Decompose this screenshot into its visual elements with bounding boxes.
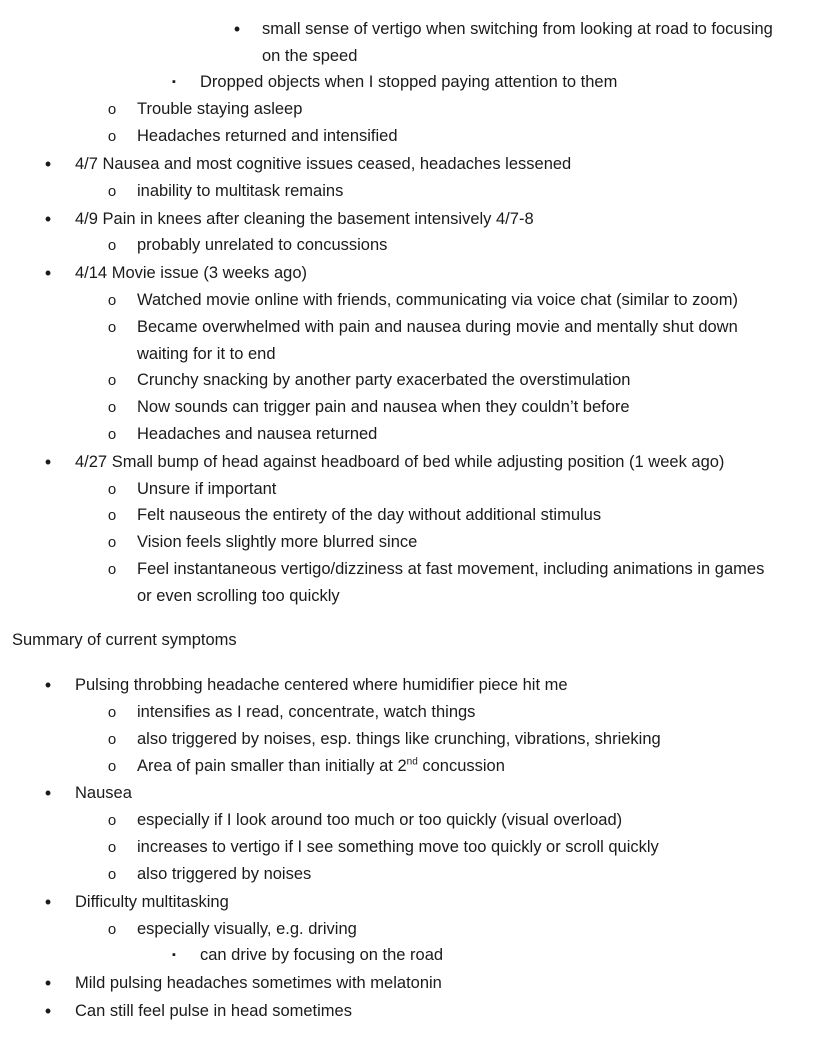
list-item-text: Watched movie online with friends, communicating via voice chat (similar to zoom) xyxy=(137,291,738,309)
list-item-text: 4/9 Pain in knees after cleaning the basement intensively 4/7-8 xyxy=(75,210,534,228)
list-item-text: or even scrolling too quickly xyxy=(137,587,340,605)
list-item xyxy=(0,421,829,448)
circle-marker: o xyxy=(107,866,117,883)
section-heading xyxy=(0,627,829,654)
list-item xyxy=(0,367,829,394)
list-item-text: waiting for it to end xyxy=(137,345,276,363)
circle-marker: o xyxy=(107,399,117,416)
bullet-marker: • xyxy=(44,1001,52,1021)
list-item xyxy=(0,16,829,43)
circle-marker: o xyxy=(107,292,117,309)
bullet-marker: • xyxy=(44,675,52,695)
list-item-text: Can still feel pulse in head sometimes xyxy=(75,1002,352,1020)
list-item-text: can drive by focusing on the road xyxy=(200,946,444,964)
circle-marker: o xyxy=(107,372,117,389)
list-item xyxy=(0,726,829,753)
list-item-text: on the speed xyxy=(262,47,358,65)
circle-marker: o xyxy=(107,812,117,829)
bullet-marker: • xyxy=(44,783,52,803)
list-item-text: Headaches returned and intensified xyxy=(137,127,398,145)
list-item-text: 4/14 Movie issue (3 weeks ago) xyxy=(75,264,308,282)
list-item xyxy=(0,476,829,503)
list-item xyxy=(0,942,829,969)
list-item-text: Unsure if important xyxy=(137,480,277,498)
list-item-text: Nausea xyxy=(75,784,132,802)
circle-marker: o xyxy=(107,319,117,336)
list-item xyxy=(0,314,829,341)
list-item-text: probably unrelated to concussions xyxy=(137,236,388,254)
list-item xyxy=(0,753,829,780)
list-item-text: intensifies as I read, concentrate, watch things xyxy=(137,703,476,721)
bullet-marker: • xyxy=(44,154,52,174)
list-item xyxy=(0,834,829,861)
list-item xyxy=(0,123,829,150)
list-item xyxy=(0,69,829,96)
list-item xyxy=(0,449,829,476)
list-item-text-part: Area of pain smaller than initially at 2 xyxy=(137,757,407,775)
circle-marker: o xyxy=(107,534,117,551)
bullet-marker: • xyxy=(233,19,241,39)
list-item-text: Vision feels slightly more blurred since xyxy=(137,533,418,551)
list-item-text: Difficulty multitasking xyxy=(75,893,229,911)
list-item xyxy=(0,672,829,699)
list-item-text: increases to vertigo if I see something move too quickly or scroll quickly xyxy=(137,838,659,856)
list-item-text: especially visually, e.g. driving xyxy=(137,920,357,938)
list-item-text: especially if I look around too much or too quickly (visual overload) xyxy=(137,811,623,829)
list-item xyxy=(0,287,829,314)
list-item-text-part: concussion xyxy=(417,757,505,775)
list-item xyxy=(0,260,829,287)
list-item xyxy=(0,232,829,259)
circle-marker: o xyxy=(107,481,117,498)
circle-marker: o xyxy=(107,237,117,254)
list-item xyxy=(0,96,829,123)
list-item-text: also triggered by noises xyxy=(137,865,312,883)
list-item-text: Felt nauseous the entirety of the day without additional stimulus xyxy=(137,506,602,524)
list-item-text: also triggered by noises, esp. things like crunching, vibrations, shrieking xyxy=(137,730,661,748)
list-item-text: 4/7 Nausea and most cognitive issues ceased, headaches lessened xyxy=(75,155,572,173)
circle-marker: o xyxy=(107,128,117,145)
list-item xyxy=(0,206,829,233)
list-item xyxy=(0,151,829,178)
circle-marker: o xyxy=(107,561,117,578)
circle-marker: o xyxy=(107,758,117,775)
bullet-marker: • xyxy=(44,452,52,472)
list-item xyxy=(0,529,829,556)
list-item-text: small sense of vertigo when switching from looking at road to focusing xyxy=(262,20,773,38)
list-item-text: Crunchy snacking by another party exacerbated the overstimulation xyxy=(137,371,631,389)
circle-marker: o xyxy=(107,101,117,118)
list-item-text: Now sounds can trigger pain and nausea when they couldn’t before xyxy=(137,398,630,416)
circle-marker: o xyxy=(107,507,117,524)
list-item xyxy=(0,502,829,529)
list-item-continuation xyxy=(0,341,829,368)
circle-marker: o xyxy=(107,921,117,938)
list-item xyxy=(0,394,829,421)
list-item xyxy=(0,970,829,997)
list-item-text: Dropped objects when I stopped paying attention to them xyxy=(200,73,618,91)
list-item-text: inability to multitask remains xyxy=(137,182,344,200)
list-item-text: Pulsing throbbing headache centered where humidifier piece hit me xyxy=(75,676,568,694)
list-item xyxy=(0,916,829,943)
list-item-text: Trouble staying asleep xyxy=(137,100,303,118)
list-item-text: Headaches and nausea returned xyxy=(137,425,378,443)
bullet-marker: • xyxy=(44,263,52,283)
list-item-continuation xyxy=(0,583,829,610)
circle-marker: o xyxy=(107,704,117,721)
bullet-marker: • xyxy=(44,973,52,993)
list-item xyxy=(0,699,829,726)
list-item-continuation xyxy=(0,43,829,70)
bullet-marker: • xyxy=(44,892,52,912)
circle-marker: o xyxy=(107,731,117,748)
list-item xyxy=(0,861,829,888)
section-heading-text: Summary of current symptoms xyxy=(12,631,237,649)
list-item-text: Feel instantaneous vertigo/dizziness at fast movement, including animations in games xyxy=(137,560,765,578)
square-marker: ▪ xyxy=(172,76,176,88)
list-item xyxy=(0,178,829,205)
square-marker: ▪ xyxy=(172,949,176,961)
list-item xyxy=(0,998,829,1025)
list-item-text: Became overwhelmed with pain and nausea during movie and mentally shut down xyxy=(137,318,738,336)
circle-marker: o xyxy=(107,839,117,856)
circle-marker: o xyxy=(107,183,117,200)
list-item xyxy=(0,807,829,834)
list-item-text: 4/27 Small bump of head against headboard of bed while adjusting position (1 week ago) xyxy=(75,453,725,471)
list-item xyxy=(0,780,829,807)
superscript-suffix: nd xyxy=(406,756,418,768)
list-item xyxy=(0,889,829,916)
list-item xyxy=(0,556,829,583)
bullet-marker: • xyxy=(44,209,52,229)
circle-marker: o xyxy=(107,426,117,443)
list-item-text xyxy=(137,753,505,780)
list-item-text: Mild pulsing headaches sometimes with melatonin xyxy=(75,974,442,992)
